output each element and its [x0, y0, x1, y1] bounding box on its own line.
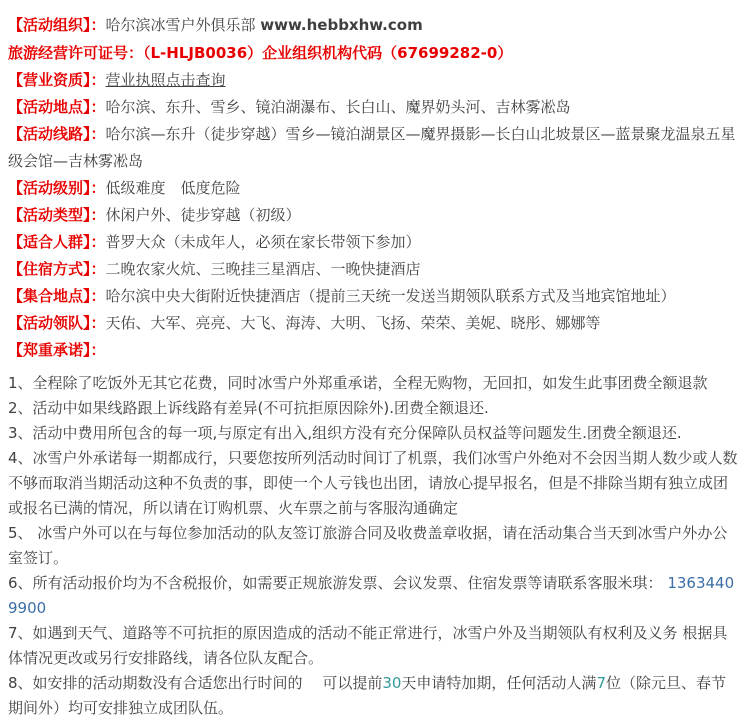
organizer-name: 哈尔滨冰雪户外俱乐部 — [105, 16, 261, 34]
meeting-point-value: 哈尔滨中央大街附近快捷酒店（提前三天统一发送当期领队联系方式及当地宾馆地址） — [105, 287, 676, 305]
level-value: 低级难度 低度危险 — [105, 179, 241, 197]
customer-service-phone: 13634409900 — [8, 574, 735, 617]
promise-list — [8, 371, 738, 721]
license-row: 旅游经营许可证号：（L-HLJB0036）企业组织机构代码（67699282-0） — [8, 44, 513, 62]
audience-label: 【适合人群】： — [8, 233, 106, 251]
promise-item-8-text-3: 位（除元旦、春节期间外）均可安排独立成团队伍。 — [8, 674, 726, 717]
promise-item-6 — [8, 571, 738, 621]
promise-item-4: 4、冰雪户外承诺每一期都成行，只要您按所列活动时间订了机票，我们冰雪户外绝对不会因当期人数少或人数不够而取消当期活动这种不负责的事，即使一个人亏钱也出团，请放心提早报名，但是不排除当期有独立成团或报名已满的情况，所以请在订购机票、火车票之前与客服沟通确定 — [8, 449, 738, 517]
advance-days-number: 30 — [382, 674, 402, 692]
promise-item-5: 5、 冰雪户外可以在与每位参加活动的队友签订旅游合同及收费盖章收据，请在活动集合当天到冰雪户外办公室签订。 — [8, 524, 728, 567]
type-label: 【活动类型】： — [8, 206, 106, 224]
info-row-leaders — [8, 310, 738, 337]
promise-heading-label: 【郑重承诺】： — [8, 341, 106, 359]
info-row-meeting-point — [8, 283, 738, 310]
min-people-number: 7 — [596, 674, 606, 692]
info-row-level — [8, 175, 738, 202]
leaders-value: 天佑、大军、亮亮、大飞、海涛、大明、飞扬、荣荣、美妮、晓彤、娜娜等 — [105, 314, 601, 332]
info-row-audience — [8, 229, 738, 256]
meeting-point-label: 【集合地点】： — [8, 287, 106, 305]
level-label: 【活动级别】： — [8, 179, 106, 197]
info-row-lodging — [8, 256, 738, 283]
promise-item-8-text-2: 天申请特加期，任何活动人满 — [401, 674, 597, 692]
info-row-business-license — [8, 67, 738, 94]
promise-item-3: 3、活动中费用所包含的每一项,与原定有出入,组织方没有充分保障队员权益等问题发生.团费全额退还. — [8, 424, 682, 442]
business-license-label: 【营业资质】： — [8, 71, 106, 89]
leaders-label: 【活动领队】： — [8, 314, 106, 332]
info-row-locations — [8, 94, 738, 121]
organizer-label: 【活动组织】： — [8, 16, 106, 34]
business-license-link[interactable]: 营业执照点击查询 — [105, 71, 226, 89]
type-value: 休闲户外、徒步穿越（初级） — [105, 206, 301, 224]
promise-item-1: 1、全程除了吃饭外无其它花费，同时冰雪户外郑重承诺，全程无购物，无回扣，如发生此事团费全额退款 — [8, 374, 708, 392]
audience-value: 普罗大众（未成年人，必须在家长带领下参加） — [105, 233, 421, 251]
promise-item-8-text-1: 8、如安排的活动期数没有合适您出行时间的 可以提前 — [8, 674, 383, 692]
info-row-promise-heading — [8, 337, 738, 364]
info-row-organizer — [8, 12, 738, 39]
locations-value: 哈尔滨、东升、雪乡、镜泊湖瀑布、长白山、魔界奶头河、吉林雾凇岛 — [105, 98, 571, 116]
route-value: 哈尔滨—东升（徒步穿越）雪乡—镜泊湖景区—魔界摄影—长白山北坡景区—蓝景聚龙温泉五星级会馆—吉林雾凇岛 — [8, 125, 736, 170]
website-url: www.hebbxhw.com — [260, 16, 423, 34]
locations-label: 【活动地点】： — [8, 98, 106, 116]
info-row-route — [8, 121, 738, 175]
route-label: 【活动线路】： — [8, 125, 106, 143]
lodging-label: 【住宿方式】： — [8, 260, 106, 278]
promise-item-7: 7、如遇到天气、道路等不可抗拒的原因造成的活动不能正常进行，冰雪户外及当期领队有权利及义务 根据具体情况更改或另行安排路线，请各位队友配合。 — [8, 624, 728, 667]
promise-item-6-text: 6、所有活动报价均为不含税报价，如需要正规旅游发票、会议发票、住宿发票等请联系客服米琪： — [8, 574, 668, 592]
lodging-value: 二晚农家火炕、三晚挂三星酒店、一晚快捷酒店 — [105, 260, 421, 278]
promise-item-8 — [8, 671, 738, 721]
promise-item-2: 2、活动中如果线路跟上诉线路有差异(不可抗拒原因除外).团费全额退还. — [8, 399, 489, 417]
info-row-type — [8, 202, 738, 229]
